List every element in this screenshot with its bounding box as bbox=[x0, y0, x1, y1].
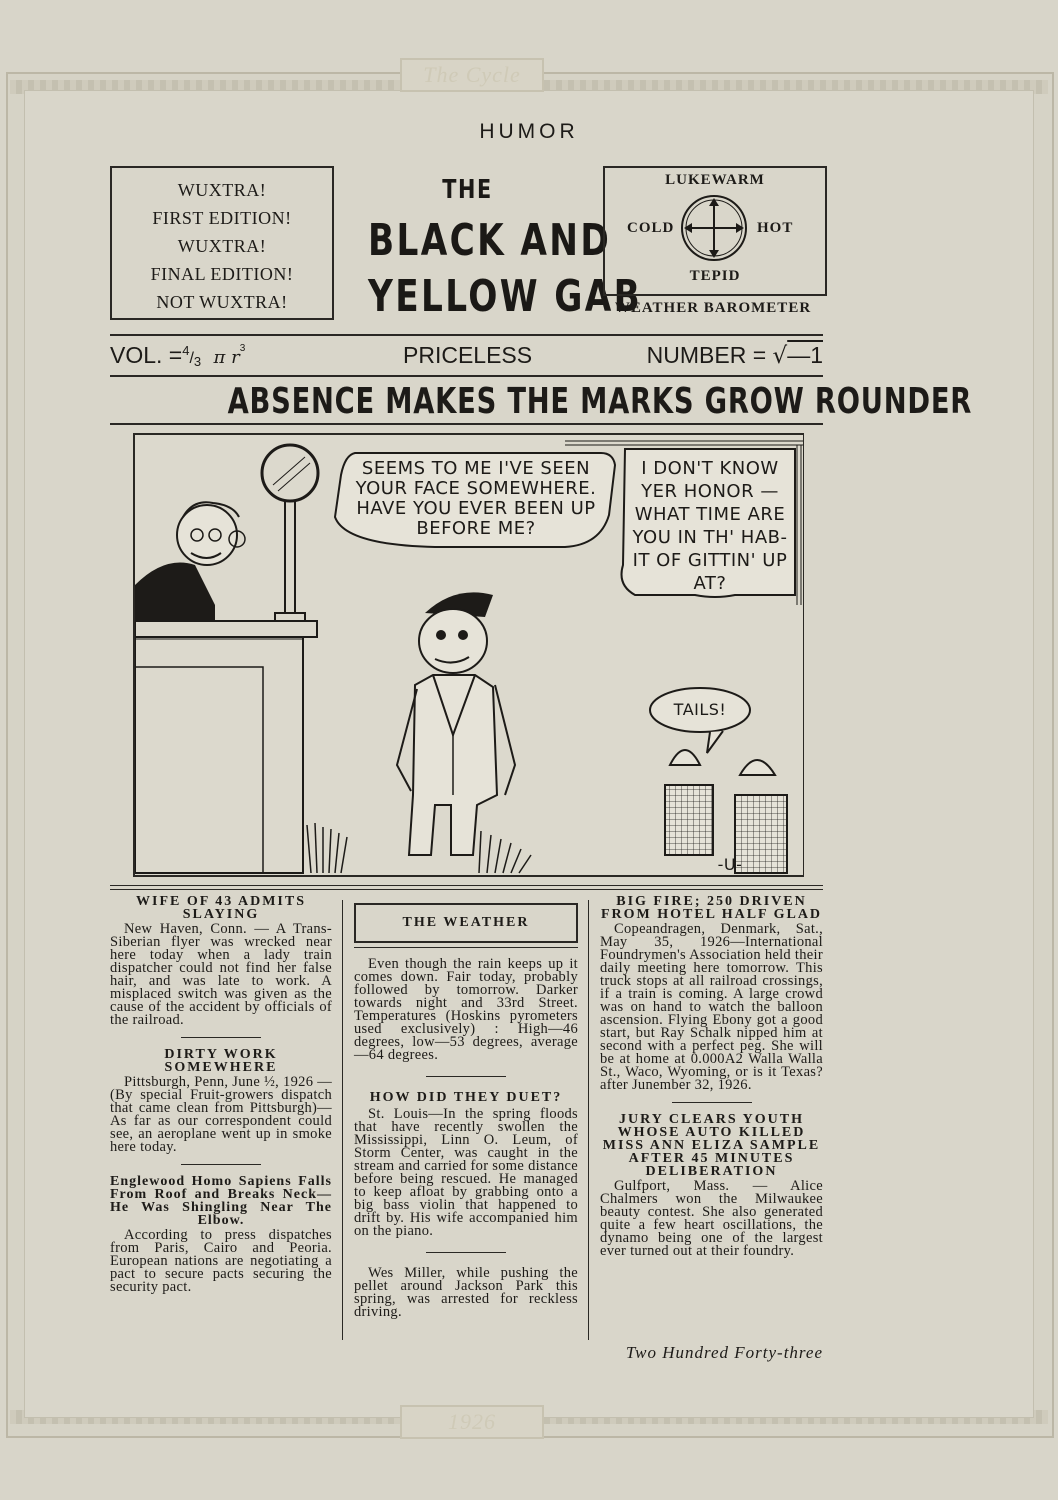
column-divider bbox=[588, 900, 589, 1340]
article-body: Wes Miller, while pushing the pellet around Jackson Park this spring, was arrested for reckless driving. bbox=[354, 1265, 578, 1320]
article-headline: HOW DID THEY DUET? bbox=[369, 1090, 563, 1105]
article-headline: JURY CLEARS YOUTH WHOSE AUTO KILLED MISS ANN ELIZA SAMPLE AFTER 45 MINUTES DELIBERATION bbox=[602, 1112, 821, 1179]
column-1 bbox=[110, 895, 332, 1294]
frame-bottom-tab: 1926 bbox=[400, 1405, 544, 1439]
tramp-line: YOU IN TH' HAB- bbox=[632, 527, 788, 548]
article-body: Gulfport, Mass. — Alice Chalmers won the Milwaukee beauty contest. She also generated quite a few heart oscillations, the dynamo being one of the largest ever turned out at their foundry. bbox=[600, 1178, 823, 1259]
volume-pi: π r bbox=[213, 347, 240, 368]
article-separator bbox=[181, 1164, 261, 1165]
volume-frac-num: 4 bbox=[182, 343, 190, 358]
article-body: According to press dispatches from Paris, Cairo and Peoria. European nations are negotiating a pact to secure pacts securing the security pact. bbox=[110, 1227, 332, 1295]
judge-line: BEFORE ME? bbox=[416, 518, 536, 539]
edition-line: WUXTRA! bbox=[177, 236, 267, 256]
price-label: PRICELESS bbox=[403, 342, 533, 368]
weather-rule bbox=[354, 947, 578, 948]
article-headline: Englewood Homo Sapiens Falls From Roof and Breaks Neck—He Was Shingling Near The Elbow. bbox=[110, 1174, 332, 1228]
article-separator bbox=[426, 1076, 506, 1077]
cop-speech-bubble: TAILS! bbox=[673, 700, 727, 719]
masthead-line-1: BLACK AND bbox=[368, 215, 612, 266]
rule-under-cartoon bbox=[110, 885, 823, 886]
volume-exp: 3 bbox=[239, 343, 246, 354]
rule-under-cartoon-2 bbox=[110, 889, 823, 890]
column-2 bbox=[354, 895, 578, 1319]
page-number: Two Hundred Forty-three bbox=[625, 1343, 823, 1362]
tramp-line: IT OF GITTIN' UP bbox=[632, 550, 788, 571]
edition-line: FINAL EDITION! bbox=[150, 264, 294, 284]
tramp-line: I DON'T KNOW bbox=[641, 458, 779, 479]
barometer-top: LUKEWARM bbox=[665, 172, 765, 188]
number-label bbox=[647, 342, 823, 369]
volume-prefix: VOL. = bbox=[110, 342, 183, 368]
article-separator bbox=[181, 1037, 261, 1038]
judge-line: YOUR FACE SOMEWHERE. bbox=[355, 478, 597, 499]
rule-bottom bbox=[110, 423, 823, 425]
issue-info-row bbox=[110, 342, 823, 372]
section-label: HUMOR bbox=[479, 120, 579, 143]
article-separator bbox=[426, 1252, 506, 1253]
judge-speech-bubble bbox=[345, 459, 607, 539]
article-body: New Haven, Conn. — A Trans-Siberian flyer was wrecked near here today when a lady train dispatcher could not find her false hair, and was late to work. A misplaced switch was given as the cause of the accident by officials of the railroad. bbox=[110, 921, 332, 1028]
headline bbox=[110, 381, 973, 422]
cartoon-initial: -U- bbox=[717, 855, 743, 874]
barometer-left: COLD bbox=[627, 220, 675, 236]
volume-label: VOL. =$^4$/3 π $r^3$ bbox=[110, 342, 246, 369]
cartoon-panel bbox=[133, 433, 804, 877]
edition-line: WUXTRA! bbox=[177, 180, 267, 200]
column-divider bbox=[342, 900, 343, 1340]
article-body: Even though the rain keeps up it comes down. Fair today, probably followed by tomorrow. Darker towards night and 33rd Street. Temperatures (Hoskins pyrometers used exclusively) : High—46 degrees, low—53 degrees, average—64 degrees. bbox=[354, 956, 578, 1063]
edition-line: FIRST EDITION! bbox=[152, 208, 292, 228]
number-suffix: —1 bbox=[787, 342, 823, 368]
weather-box: THE WEATHER bbox=[354, 903, 578, 943]
rule-middle bbox=[110, 375, 823, 377]
article-headline: DIRTY WORK SOMEWHERE bbox=[164, 1047, 278, 1075]
number-radical: √ bbox=[772, 343, 788, 369]
barometer-bottom: TEPID bbox=[689, 268, 741, 284]
column-3 bbox=[600, 895, 823, 1258]
rule-top bbox=[110, 334, 823, 336]
article-body: Pittsburgh, Penn, June ½, 1926 — (By special Fruit-growers dispatch that came clean from Pittsburgh)—As far as our correspondent could see, an aeroplane went up in smoke here today. bbox=[110, 1074, 332, 1155]
tramp-speech-bubble bbox=[627, 457, 793, 595]
article-body: St. Louis—In the spring floods that have recently swollen the Mississippi, Linn O. Leum, of Storm Center, was caught in the stream and carried for some distance before being rescued. He managed to keep afloat by grabbing onto a big bass violin that happened to drift by. His wife accompanied him on the piano. bbox=[354, 1106, 578, 1239]
edition-box bbox=[110, 166, 334, 320]
masthead bbox=[340, 175, 643, 325]
volume-frac-den: 3 bbox=[193, 354, 202, 369]
judge-line: SEEMS TO ME I'VE SEEN bbox=[361, 458, 591, 479]
headline-text: ABSENCE MAKES THE MARKS GROW ROUNDER bbox=[227, 381, 973, 422]
barometer-label: WEATHER BAROMETER bbox=[614, 300, 812, 316]
tramp-line: YER HONOR — bbox=[641, 481, 779, 502]
masthead-line-2: YELLOW GAB bbox=[368, 271, 643, 322]
barometer-right: HOT bbox=[757, 220, 794, 236]
weather-barometer-box bbox=[603, 166, 827, 296]
article-separator bbox=[672, 1102, 752, 1103]
tramp-line: AT? bbox=[693, 573, 727, 594]
tramp-line: WHAT TIME ARE bbox=[634, 504, 786, 525]
judge-line: HAVE YOU EVER BEEN UP bbox=[356, 498, 596, 519]
article-body: Copeandragen, Denmark, Sat., May 35, 1926—International Foundrymen's Association held their daily meeting here tomorrow. This truck stops at all railroad crossings, if a train is coming. A large crowd was on hand to watch the balloon ascension. Flying Ebony got a good start, but Ray Schalk nipped him at second with a perfect peg. She will be at home at 0.000A2 Walla Walla St., Waco, Wyoming, or is it Texas? after Junember 32, 1926. bbox=[600, 921, 823, 1093]
barometer-dial-icon bbox=[677, 192, 751, 264]
number-prefix: NUMBER = bbox=[646, 342, 767, 368]
frame-top-tab: The Cycle bbox=[400, 58, 544, 92]
masthead-the: THE bbox=[442, 175, 493, 205]
article-headline: BIG FIRE; 250 DRIVEN FROM HOTEL HALF GLAD bbox=[600, 894, 823, 922]
article-headline: WIFE OF 43 ADMITS SLAYING bbox=[136, 894, 306, 922]
edition-line: NOT WUXTRA! bbox=[156, 292, 288, 312]
